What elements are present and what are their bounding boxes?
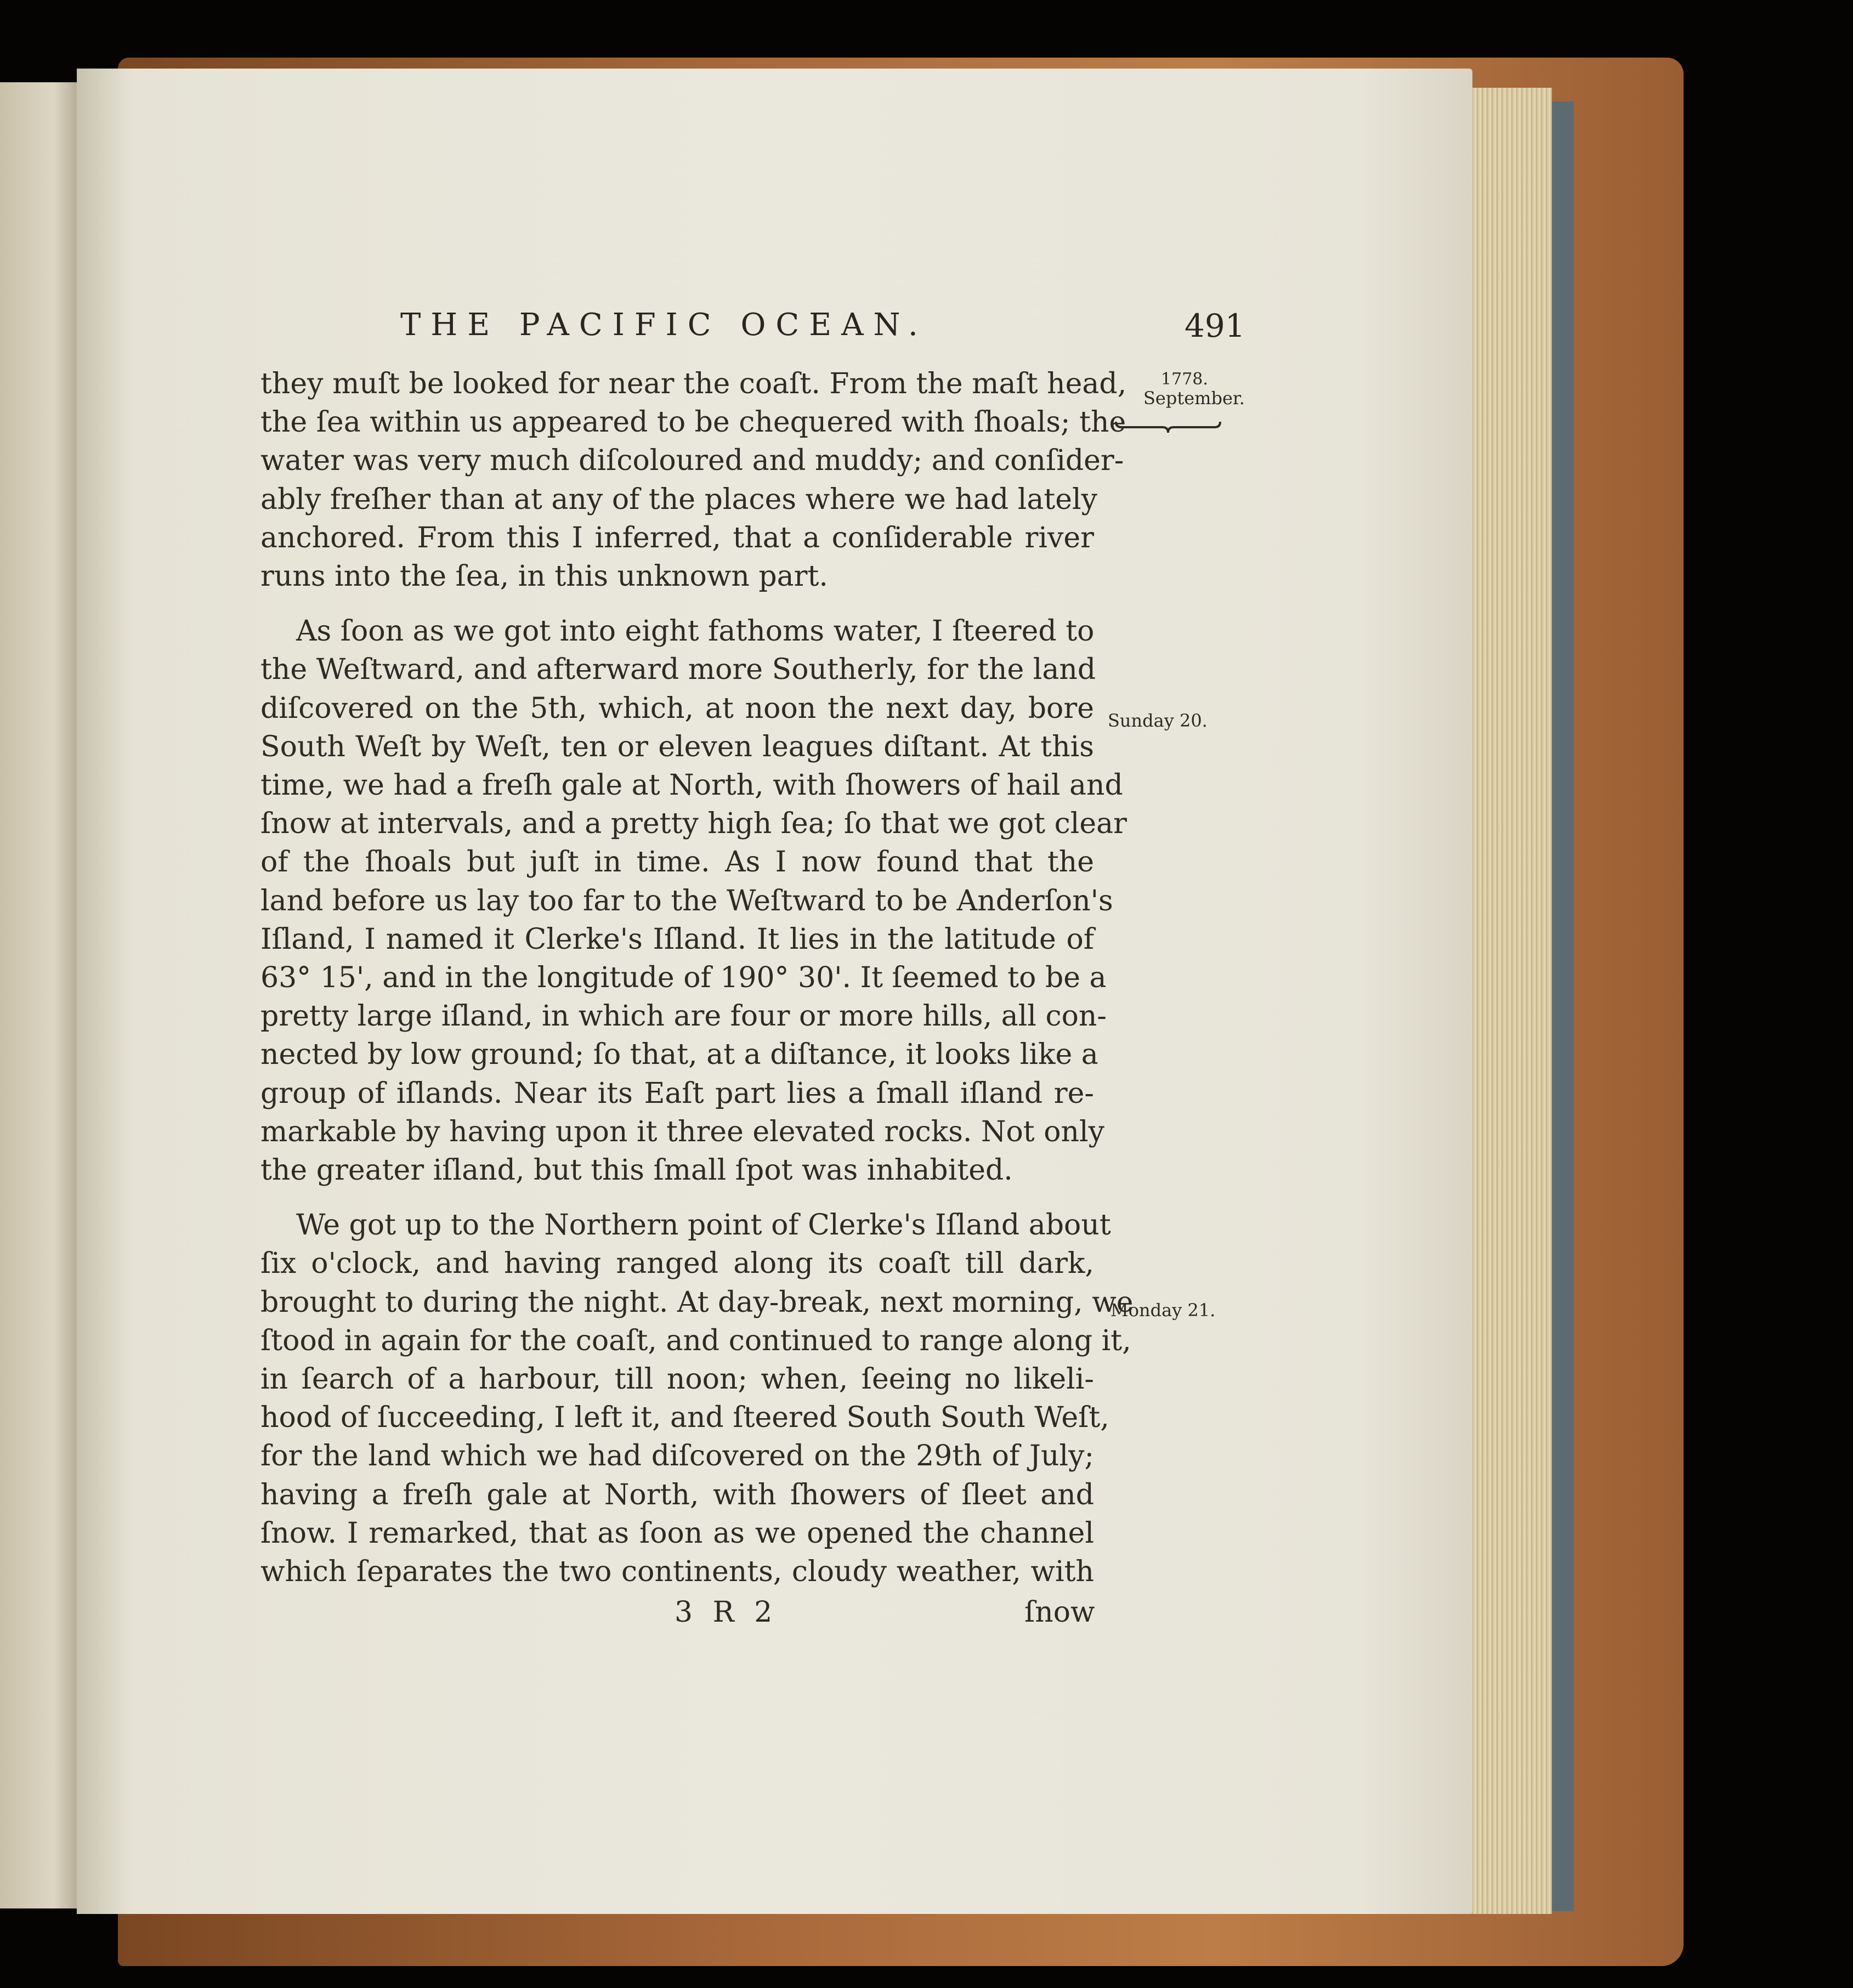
body-text [260, 365, 1134, 1591]
paragraph-3 [260, 1206, 1134, 1591]
text-line: South Weſt by Weſt, ten or eleven leagues diſtant. At this [260, 730, 1094, 763]
text-line: ably freſher than at any of the places where we had lately [260, 483, 1098, 516]
text-line: ſix o'clock, and having ranged along its coaſt till dark, [260, 1247, 1094, 1281]
text-line: for the land which we had diſcovered on the 29th of July; [260, 1440, 1094, 1473]
margin-note-sunday: Sunday 20. [1108, 710, 1208, 731]
text-line: group of iſlands. Near its Eaſt part lies a ſmall iſland re- [260, 1077, 1094, 1110]
text-line: brought to during the night. At day-break, next morning, we [260, 1285, 1134, 1319]
signature-mark: 3 R 2 [675, 1596, 778, 1629]
text-line: the Weſtward, and afterward more Southerly, for the land [260, 653, 1096, 687]
brace-icon [1113, 420, 1223, 435]
running-head: THE PACIFIC OCEAN. [400, 307, 928, 343]
text-line: in ſearch of a harbour, till noon; when, ſeeing no likeli- [260, 1363, 1094, 1396]
text-line: As ſoon as we got into eight fathoms water, I ſteered to [296, 615, 1095, 648]
text-line: runs into the ſea, in this unknown part. [260, 560, 828, 593]
text-line: the ſea within us appeared to be chequered with ſhoals; the [260, 406, 1126, 439]
text-line: the greater iſland, but this ſmall ſpot was inhabited. [260, 1154, 1013, 1187]
text-line: 63° 15', and in the longitude of 190° 30'. It ſeemed to be a [260, 961, 1107, 995]
text-line: pretty large iſland, in which are four or more hills, all con- [260, 1000, 1107, 1033]
paragraph-1 [260, 365, 1127, 596]
margin-date [1143, 370, 1245, 409]
text-line: ſnow. I remarked, that as ſoon as we opened the channel [260, 1516, 1094, 1550]
text-line: land before us lay too far to the Weſtward to be Anderſon's [260, 884, 1113, 917]
catchword: ſnow [1024, 1596, 1095, 1629]
margin-note-monday: Monday 21. [1110, 1300, 1216, 1321]
margin-year: 1778. [1161, 370, 1208, 389]
page-edges [1464, 88, 1552, 1914]
binding-strip [1552, 101, 1574, 1911]
text-line: We got up to the Northern point of Clerke's Iſland about [296, 1209, 1111, 1242]
left-page-edge [0, 82, 77, 1908]
text-line: they muſt be looked for near the coaſt. From the maſt head, [260, 367, 1127, 400]
text-line: of the ſhoals but juſt in time. As I now found that the [260, 846, 1094, 879]
text-line: ſnow at intervals, and a pretty high ſea; ſo that we got clear [260, 807, 1127, 841]
text-line: anchored. From this I inferred, that a conſiderable river [260, 521, 1094, 554]
text-line: hood of ſucceeding, I left it, and ſteered South South Weſt, [260, 1401, 1109, 1435]
margin-month: September. [1143, 388, 1245, 409]
text-line: diſcovered on the 5th, which, at noon the next day, bore [260, 692, 1094, 725]
text-line: Iſland, I named it Clerke's Iſland. It lies in the latitude of [260, 922, 1094, 956]
text-line: ſtood in again for the coaſt, and continued to range along it, [260, 1324, 1131, 1357]
text-line: having a freſh gale at North, with ſhowers of ſleet and [260, 1478, 1094, 1511]
paragraph-2 [260, 612, 1127, 1190]
text-line: markable by having upon it three elevated rocks. Not only [260, 1115, 1105, 1148]
text-line: nected by low ground; ſo that, at a diſtance, it looks like a [260, 1038, 1098, 1072]
text-line: time, we had a freſh gale at North, with ſhowers of hail and [260, 769, 1123, 802]
text-line: which ſeparates the two continents, cloudy weather, with [260, 1555, 1094, 1589]
page-number: 491 [1185, 307, 1245, 344]
text-line: water was very much diſcoloured and muddy; and conſider- [260, 444, 1124, 478]
